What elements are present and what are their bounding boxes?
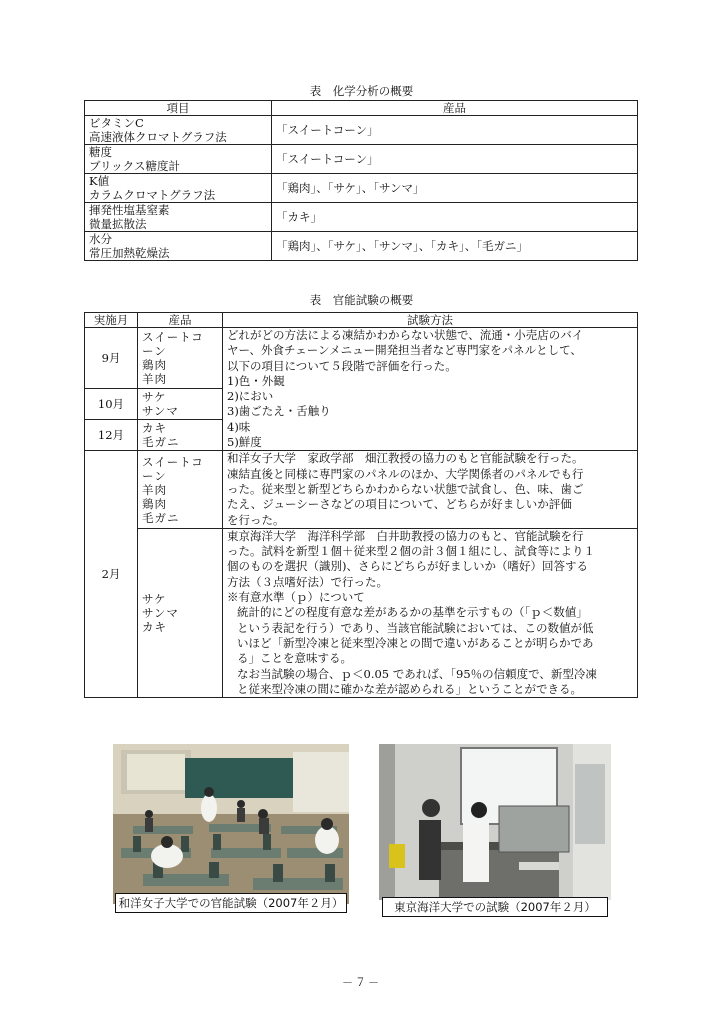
product-line: サケ [142,591,167,606]
classroom-photo-illustration [113,744,349,904]
product-line: 毛ガニ [142,435,180,450]
product-line: 鶏肉 [142,496,167,511]
page-number: －７－ [342,976,381,989]
analysis-item [85,232,272,261]
product-line: サンマ [142,404,179,419]
product-line: カキ [142,421,167,436]
lab-testing-photo [379,744,611,900]
analysis-product: 「カキ」 [272,203,638,232]
product-line: カキ [142,619,167,634]
month-cell: 2月 [85,451,138,698]
method-line: 方法（３点嗜好法）で行った。 [227,574,388,589]
classroom-tasting-photo [113,744,349,904]
method-line: と従来型冷凍の間に確かな差が認められる」ということができる。 [237,681,582,696]
analysis-item [85,116,272,145]
table-row [85,174,638,203]
method-line: った。試料を新型１個＋従来型２個の計３個１組にし、試食等により１ [227,544,595,559]
product-line: サンマ [142,605,179,620]
table-row [85,145,638,174]
column-header-item: 項目 [85,101,272,116]
method-line: という表記を行う）であり、当該官能試験においては、この数値が低 [237,620,594,635]
sensory-table-caption: 表 官能試験の概要 [309,293,414,307]
column-header-month: 実施月 [85,313,138,328]
method-line: ヤー、外食チェーンメニュー開発担当者など専門家をパネルとして、 [227,343,582,358]
method-line: 和洋女子大学 家政学部 畑江教授の協力のもと官能試験を行った。 [227,451,584,466]
analysis-item [85,174,272,203]
table-row [85,116,638,145]
right-photo-caption: 東京海洋大学での試験（2007年２月） [382,897,608,917]
method-line: 1)色・外観 [227,373,285,388]
product-line: サケ [142,390,167,405]
product-cell [138,451,223,528]
sensory-test-table [84,312,638,698]
analysis-product: 「スイートコーン」 [272,145,638,174]
item-name: 水分 [89,232,112,246]
method-line: いほど「新型冷凍と従来型冷凍との間で違いがあることが明らかであ [237,635,594,650]
product-line: 毛ガニ [142,510,180,525]
item-name: 揮発性塩基窒素 [89,203,170,217]
product-cell [138,420,223,451]
lab-photo-illustration [379,744,611,900]
column-header-method: 試験方法 [223,313,638,328]
product-line: スイートコ [142,330,204,345]
item-method: 常圧加熱乾燥法 [89,246,170,260]
table-row [85,328,638,389]
table-header-row [85,313,638,328]
product-line: 鶏肉 [142,358,167,373]
table-row [85,232,638,261]
analysis-item [85,145,272,174]
product-cell [138,328,223,389]
table-row [85,203,638,232]
analysis-product: 「鶏肉」、「サケ」、「サンマ」 [272,174,638,203]
item-method: 微量拡散法 [89,217,147,231]
month-cell: 10月 [85,389,138,420]
method-line: る」ことを意味する。 [237,651,352,666]
method-cell-september-december [223,328,638,451]
method-line: 4)味 [227,419,251,434]
product-cell [138,389,223,420]
method-line: たえ、ジューシーさなどの項目について、どちらが好ましいか評価 [227,497,572,512]
method-line: どれがどの方法による凍結かわからない状態で、流通・小売店のバイ [227,328,584,342]
table-header-row [85,101,638,116]
item-method: カラムクロマトグラフ法 [89,188,216,202]
chemical-analysis-table [84,100,638,261]
item-name: K値 [89,174,110,188]
method-line: 統計的にどの程度有意な差があるかの基準を示すもの（「ｐ＜数値」 [237,605,588,620]
product-line: ーン [142,468,167,483]
chem-table-caption: 表 化学分析の概要 [309,84,414,98]
left-photo-caption: 和洋女子大学での官能試験（2007年２月） [115,893,347,913]
method-line: ※有意水準（ｐ）について [227,590,365,605]
column-header-product: 産品 [272,101,638,116]
method-cell-kaiyo [223,528,638,697]
method-line: った。従来型と新型どちらかわからない状態で試食し、色、味、歯ご [227,481,584,496]
item-name: 糖度 [89,145,112,159]
month-cell: 9月 [85,328,138,389]
method-line: 以下の項目について５段階で評価を行った。 [227,358,457,373]
method-line: 5)鮮度 [227,435,262,450]
analysis-product: 「スイートコーン」 [272,116,638,145]
table-row [85,451,638,528]
product-line: ーン [142,344,167,359]
column-header-product: 産品 [138,313,223,328]
method-line: 凍結直後と同様に専門家のパネルのほか、大学関係者のパネルでも行 [227,466,584,481]
analysis-item [85,203,272,232]
table-row [85,528,638,697]
method-cell-wayo [223,451,638,528]
item-method: 高速液体クロマトグラフ法 [89,130,227,144]
method-line: を行った。 [227,512,285,527]
product-line: スイートコ [142,454,204,469]
product-line: 羊肉 [142,482,167,497]
item-name: ビタミンC [89,116,144,130]
analysis-product: 「鶏肉」、「サケ」、「サンマ」、「カキ」、「毛ガニ」 [272,232,638,261]
method-line: 3)歯ごたえ・舌触り [227,404,331,419]
method-line: なお当試験の場合、ｐ＜0.05 であれば、「95％の信頼度で、新型冷凍 [237,666,597,681]
product-cell [138,528,223,697]
method-line: 個のものを選択（識別)、さらにどちらが好ましいか（嗜好）回答する [227,559,588,574]
item-method: ブリックス糖度計 [89,159,180,173]
month-cell: 12月 [85,420,138,451]
product-line: 羊肉 [142,372,167,387]
method-line: 2)におい [227,389,274,404]
method-line: 東京海洋大学 海洋科学部 白井助教授の協力のもと、官能試験を行 [227,528,584,543]
